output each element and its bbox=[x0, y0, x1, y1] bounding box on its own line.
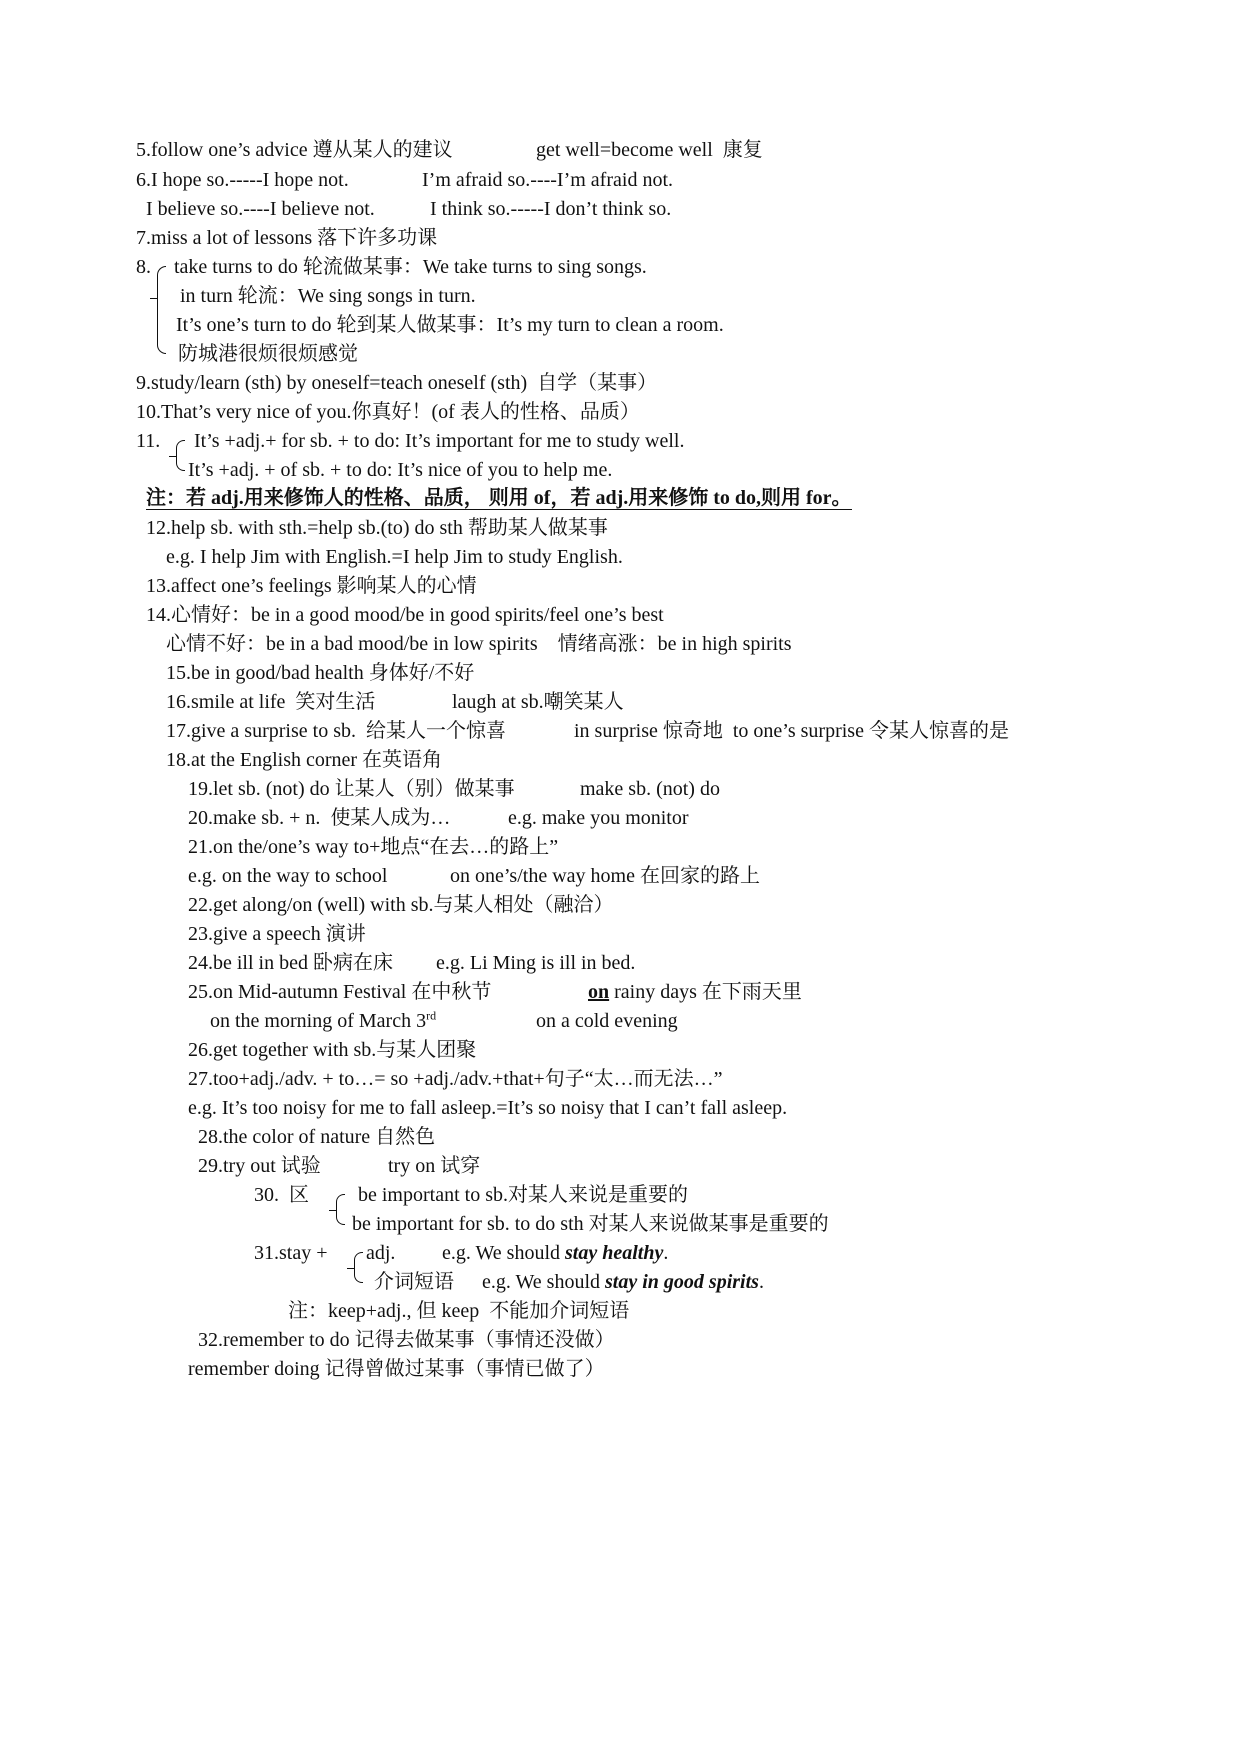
item-17: 17.give a surprise to sb. 给某人一个惊喜 bbox=[166, 720, 506, 742]
superscript-rd: rd bbox=[426, 1008, 437, 1023]
item-28: 28.the color of nature 自然色 bbox=[198, 1126, 436, 1148]
brace-tick bbox=[169, 456, 176, 457]
item-25-part-2 bbox=[588, 980, 802, 1004]
brace-bottom bbox=[354, 1268, 363, 1283]
item-26: 26.get together with sb.与某人团聚 bbox=[188, 1039, 477, 1061]
item-31-prep-example bbox=[482, 1270, 764, 1294]
item-6-line-1: 6.I hope so.-----I hope not. bbox=[136, 169, 349, 191]
item-27: 27.too+adj./adv. + to…= so +adj./adv.+that+句子“太…而无法…” bbox=[188, 1068, 723, 1090]
note-of-for: 注：若 adj.用来修饰人的性格、品质， 则用 of，若 adj.用来修饰 to do,则用 for。 bbox=[146, 487, 852, 509]
brace-top bbox=[354, 1252, 363, 1269]
item-14-line-2: 心情不好：be in a bad mood/be in low spirits 情绪高涨：be in high spirits bbox=[166, 633, 792, 655]
item-13: 13.affect one’s feelings 影响某人的心情 bbox=[146, 575, 477, 597]
item-31-adj: adj. bbox=[366, 1242, 396, 1264]
example-prefix: e.g. We should bbox=[442, 1242, 566, 1264]
item-16-part-2: laugh at sb.嘲笑某人 bbox=[452, 691, 624, 713]
brace-bottom bbox=[336, 1210, 345, 1225]
example-period: . bbox=[663, 1242, 669, 1264]
brace-tick bbox=[329, 1210, 336, 1211]
item-6-line-2: I’m afraid so.----I’m afraid not. bbox=[422, 169, 673, 191]
item-21-example: e.g. on the way to school bbox=[188, 865, 388, 887]
item-7: 7.miss a lot of lessons 落下许多功课 bbox=[136, 227, 438, 249]
item-25-rainy-days: rainy days 在下雨天里 bbox=[609, 981, 802, 1003]
item-11-line-2: It’s +adj. + of sb. + to do: It’s nice of you to help me. bbox=[188, 459, 613, 481]
item-32-line-2: remember doing 记得曾做过某事（事情已做了） bbox=[188, 1358, 605, 1380]
item-23: 23.give a speech 演讲 bbox=[188, 923, 366, 945]
underlined-on: on bbox=[588, 981, 610, 1003]
item-30-line-2: be important for sb. to do sth 对某人来说做某事是重要的 bbox=[352, 1213, 829, 1235]
item-10: 10.That’s very nice of you.你真好！(of 表人的性格、品质） bbox=[136, 401, 640, 423]
item-14: 14.心情好：be in a good mood/be in good spirits/feel one’s best bbox=[146, 604, 664, 626]
brace-tick bbox=[150, 298, 157, 299]
item-18: 18.at the English corner 在英语角 bbox=[166, 749, 443, 771]
item-29: 29.try out 试验 bbox=[198, 1155, 321, 1177]
item-8-line-4: 防城港很烦很烦感觉 bbox=[178, 343, 358, 365]
item-5-phrase: 5.follow one’s advice 遵从某人的建议 bbox=[136, 139, 453, 161]
example-emphasis: stay healthy bbox=[565, 1242, 664, 1264]
item-17-part-2: in surprise 惊奇地 to one’s surprise 令某人惊喜的是 bbox=[574, 720, 1009, 742]
brace-top bbox=[336, 1194, 345, 1211]
item-5-phrase-2: get well=become well 康复 bbox=[536, 139, 763, 161]
item-9: 9.study/learn (sth) by oneself=teach oneself (sth) 自学（某事） bbox=[136, 372, 658, 394]
item-11-line-1: It’s +adj.+ for sb. + to do: It’s important for me to study well. bbox=[194, 430, 685, 452]
item-11-number: 11. bbox=[136, 430, 161, 452]
item-25: 25.on Mid-autumn Festival 在中秋节 bbox=[188, 981, 492, 1003]
item-6-line-4: I think so.-----I don’t think so. bbox=[430, 198, 672, 220]
item-31-prep-phrase: 介词短语 bbox=[374, 1271, 454, 1293]
brace-bottom bbox=[176, 456, 185, 471]
item-12: 12.help sb. with sth.=help sb.(to) do sth 帮助某人做某事 bbox=[146, 517, 608, 539]
item-12-example: e.g. I help Jim with English.=I help Jim to study English. bbox=[166, 546, 623, 568]
item-21: 21.on the/one’s way to+地点“在去…的路上” bbox=[188, 836, 559, 858]
note-keep: 注：keep+adj., 但 keep 不能加介词短语 bbox=[288, 1300, 630, 1322]
item-30-number: 30. 区 bbox=[254, 1184, 309, 1206]
item-22: 22.get along/on (well) with sb.与某人相处（融洽） bbox=[188, 894, 614, 916]
item-8-line-3: It’s one’s turn to do 轮到某人做某事：It’s my turn to clean a room. bbox=[176, 314, 724, 336]
item-19-part-2: make sb. (not) do bbox=[580, 778, 720, 800]
item-6-line-3: I believe so.----I believe not. bbox=[146, 198, 375, 220]
item-24: 24.be ill in bed 卧病在床 bbox=[188, 952, 393, 974]
item-30-line-1: be important to sb.对某人来说是重要的 bbox=[358, 1184, 688, 1206]
item-31-adj-example bbox=[442, 1241, 668, 1265]
item-8-line-1: take turns to do 轮流做某事：We take turns to sing songs. bbox=[174, 256, 647, 278]
item-32: 32.remember to do 记得去做某事（事情还没做） bbox=[198, 1329, 615, 1351]
item-25-march: on the morning of March 3 bbox=[210, 1010, 427, 1032]
brace-bottom bbox=[157, 298, 166, 354]
item-29-part-2: try on 试穿 bbox=[388, 1155, 481, 1177]
brace-top bbox=[176, 440, 185, 457]
item-21-example-2: on one’s/the way home 在回家的路上 bbox=[450, 865, 760, 887]
item-25-line-2-part-2: on a cold evening bbox=[536, 1010, 678, 1032]
item-20-example: e.g. make you monitor bbox=[508, 807, 689, 829]
item-19: 19.let sb. (not) do 让某人（别）做某事 bbox=[188, 778, 515, 800]
item-8-line-2: in turn 轮流：We sing songs in turn. bbox=[180, 285, 476, 307]
example-period: . bbox=[758, 1271, 764, 1293]
brace-tick bbox=[347, 1268, 354, 1269]
item-27-example: e.g. It’s too noisy for me to fall asleep.=It’s so noisy that I can’t fall asleep. bbox=[188, 1097, 788, 1119]
item-20: 20.make sb. + n. 使某人成为… bbox=[188, 807, 451, 829]
item-16: 16.smile at life 笑对生活 bbox=[166, 691, 376, 713]
item-31-number: 31.stay + bbox=[254, 1242, 328, 1264]
example-emphasis: stay in good spirits bbox=[605, 1271, 759, 1293]
brace-top bbox=[157, 266, 166, 299]
item-8-number: 8. bbox=[136, 256, 151, 278]
item-25-line-2 bbox=[210, 1009, 436, 1033]
item-24-example: e.g. Li Ming is ill in bed. bbox=[436, 952, 636, 974]
example-prefix: e.g. We should bbox=[482, 1271, 606, 1293]
item-15: 15.be in good/bad health 身体好/不好 bbox=[166, 662, 475, 684]
